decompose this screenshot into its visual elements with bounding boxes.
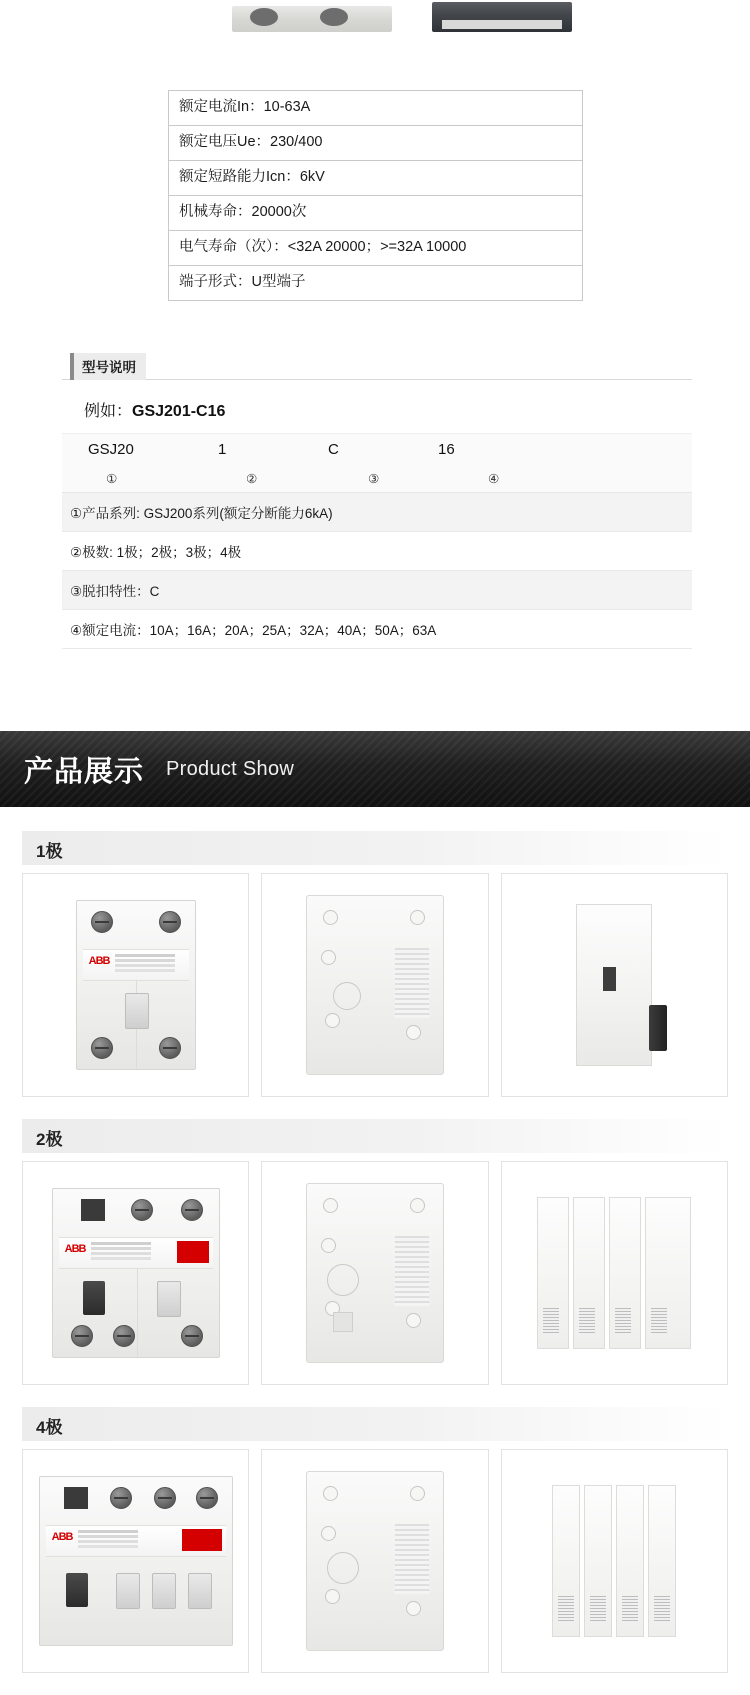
product-image-2p-rail[interactable] bbox=[501, 1161, 728, 1385]
specification-table bbox=[168, 90, 583, 301]
terminal-screw-icon bbox=[91, 1037, 113, 1059]
model-marker-row bbox=[62, 464, 692, 493]
model-description-4: ④额定电流：10A；16A；20A；25A；32A；40A；50A；63A bbox=[62, 610, 692, 649]
model-example-prefix: 例如： bbox=[84, 403, 133, 421]
marker-2: ② bbox=[246, 471, 258, 486]
product-image-1p-rail[interactable] bbox=[501, 873, 728, 1097]
specification-section bbox=[0, 32, 750, 301]
table-row bbox=[169, 196, 583, 231]
model-code-row bbox=[62, 433, 692, 464]
model-explanation-header bbox=[62, 357, 692, 380]
rating-label bbox=[59, 1237, 213, 1269]
terminal-screw-icon bbox=[71, 1325, 93, 1347]
label-microtext bbox=[91, 1242, 151, 1245]
table-row bbox=[169, 161, 583, 196]
rating-label bbox=[46, 1525, 226, 1557]
product-photo-top-left bbox=[232, 6, 392, 32]
product-gallery bbox=[0, 807, 750, 1673]
breaker-rail-drawing bbox=[537, 1197, 691, 1349]
table-row bbox=[169, 126, 583, 161]
spec-cell: 电气寿命（次）：<32A 20000；>=32A 10000 bbox=[169, 231, 583, 266]
breaker-rail-drawing bbox=[576, 904, 652, 1066]
table-row bbox=[169, 231, 583, 266]
model-explanation-section bbox=[62, 357, 692, 649]
spec-cell: 额定电压Ue：230/400 bbox=[169, 126, 583, 161]
toggle-switch bbox=[188, 1573, 212, 1609]
banner-title-cn: 产品展示 bbox=[24, 753, 145, 788]
breaker-front-drawing bbox=[39, 1476, 233, 1646]
code-part-series: GSJ20 bbox=[88, 440, 134, 458]
breaker-side-drawing bbox=[306, 1183, 444, 1363]
model-description-2: ②极数: 1极；2极；3极；4极 bbox=[62, 532, 692, 571]
top-product-photo-strip bbox=[0, 0, 750, 32]
group-cards bbox=[22, 1161, 728, 1385]
marker-4: ④ bbox=[488, 471, 500, 486]
code-part-current: 16 bbox=[438, 440, 455, 458]
product-group-1p bbox=[22, 831, 728, 1097]
toggle-switch bbox=[125, 993, 149, 1029]
code-part-poles: 1 bbox=[218, 440, 227, 458]
breaker-side-drawing bbox=[306, 1471, 444, 1651]
product-photo-top-right bbox=[432, 2, 572, 32]
model-example-line bbox=[84, 398, 692, 421]
banner-title-en: Product Show bbox=[166, 757, 295, 780]
group-cards bbox=[22, 873, 728, 1097]
breaker-side-drawing bbox=[306, 895, 444, 1075]
breaker-row-drawing bbox=[552, 1485, 676, 1637]
toggle-switch bbox=[152, 1573, 176, 1609]
product-image-2p-front[interactable] bbox=[22, 1161, 249, 1385]
terminal-screw-icon bbox=[159, 911, 181, 933]
breaker-front-drawing bbox=[52, 1188, 220, 1358]
code-part-curve: C bbox=[328, 440, 339, 458]
toggle-switch bbox=[83, 1281, 105, 1315]
product-group-4p bbox=[22, 1407, 728, 1673]
red-label-band bbox=[182, 1529, 222, 1551]
product-image-1p-side[interactable] bbox=[261, 873, 488, 1097]
terminal-screw-icon bbox=[113, 1325, 135, 1347]
product-image-4p-front[interactable] bbox=[22, 1449, 249, 1673]
spec-cell: 机械寿命：20000次 bbox=[169, 196, 583, 231]
breaker-front-drawing bbox=[76, 900, 196, 1070]
group-header bbox=[22, 1119, 728, 1153]
product-image-4p-side[interactable] bbox=[261, 1449, 488, 1673]
terminal-screw-icon bbox=[159, 1037, 181, 1059]
abb-logo: ABB bbox=[64, 1243, 86, 1256]
terminal-screw-icon bbox=[91, 911, 113, 933]
product-show-banner bbox=[0, 731, 750, 807]
group-label: 4极 bbox=[36, 1418, 63, 1438]
abb-logo: ABB bbox=[51, 1531, 73, 1544]
spec-cell: 额定电流In：10-63A bbox=[169, 91, 583, 126]
red-label-band bbox=[177, 1241, 209, 1263]
marker-3: ③ bbox=[368, 471, 380, 486]
model-explanation-title: 型号说明 bbox=[70, 353, 146, 380]
table-row bbox=[169, 266, 583, 301]
group-cards bbox=[22, 1449, 728, 1673]
spec-cell: 端子形式：U型端子 bbox=[169, 266, 583, 301]
toggle-switch bbox=[66, 1573, 88, 1607]
rating-label bbox=[83, 949, 189, 981]
terminal-screw-icon bbox=[154, 1487, 176, 1509]
terminal-screw-icon bbox=[110, 1487, 132, 1509]
model-description-3: ③脱扣特性：C bbox=[62, 571, 692, 610]
label-microtext bbox=[78, 1530, 138, 1533]
group-header bbox=[22, 831, 728, 865]
model-example-code: GSJ201-C16 bbox=[132, 403, 226, 421]
marker-1: ① bbox=[106, 471, 118, 486]
terminal-screw-icon bbox=[196, 1487, 218, 1509]
terminal-screw-icon bbox=[181, 1199, 203, 1221]
toggle-switch bbox=[157, 1281, 181, 1317]
product-image-1p-front[interactable] bbox=[22, 873, 249, 1097]
product-image-2p-side[interactable] bbox=[261, 1161, 488, 1385]
product-group-2p bbox=[22, 1119, 728, 1385]
group-header bbox=[22, 1407, 728, 1441]
product-image-4p-row[interactable] bbox=[501, 1449, 728, 1673]
terminal-screw-icon bbox=[181, 1325, 203, 1347]
label-microtext bbox=[115, 954, 175, 957]
group-label: 2极 bbox=[36, 1130, 63, 1150]
toggle-switch bbox=[116, 1573, 140, 1609]
model-description-1: ①产品系列: GSJ200系列(额定分断能力6kA) bbox=[62, 493, 692, 532]
terminal-screw-icon bbox=[131, 1199, 153, 1221]
abb-logo: ABB bbox=[88, 955, 110, 968]
group-label: 1极 bbox=[36, 842, 63, 862]
spec-cell: 额定短路能力Icn：6kV bbox=[169, 161, 583, 196]
table-row bbox=[169, 91, 583, 126]
